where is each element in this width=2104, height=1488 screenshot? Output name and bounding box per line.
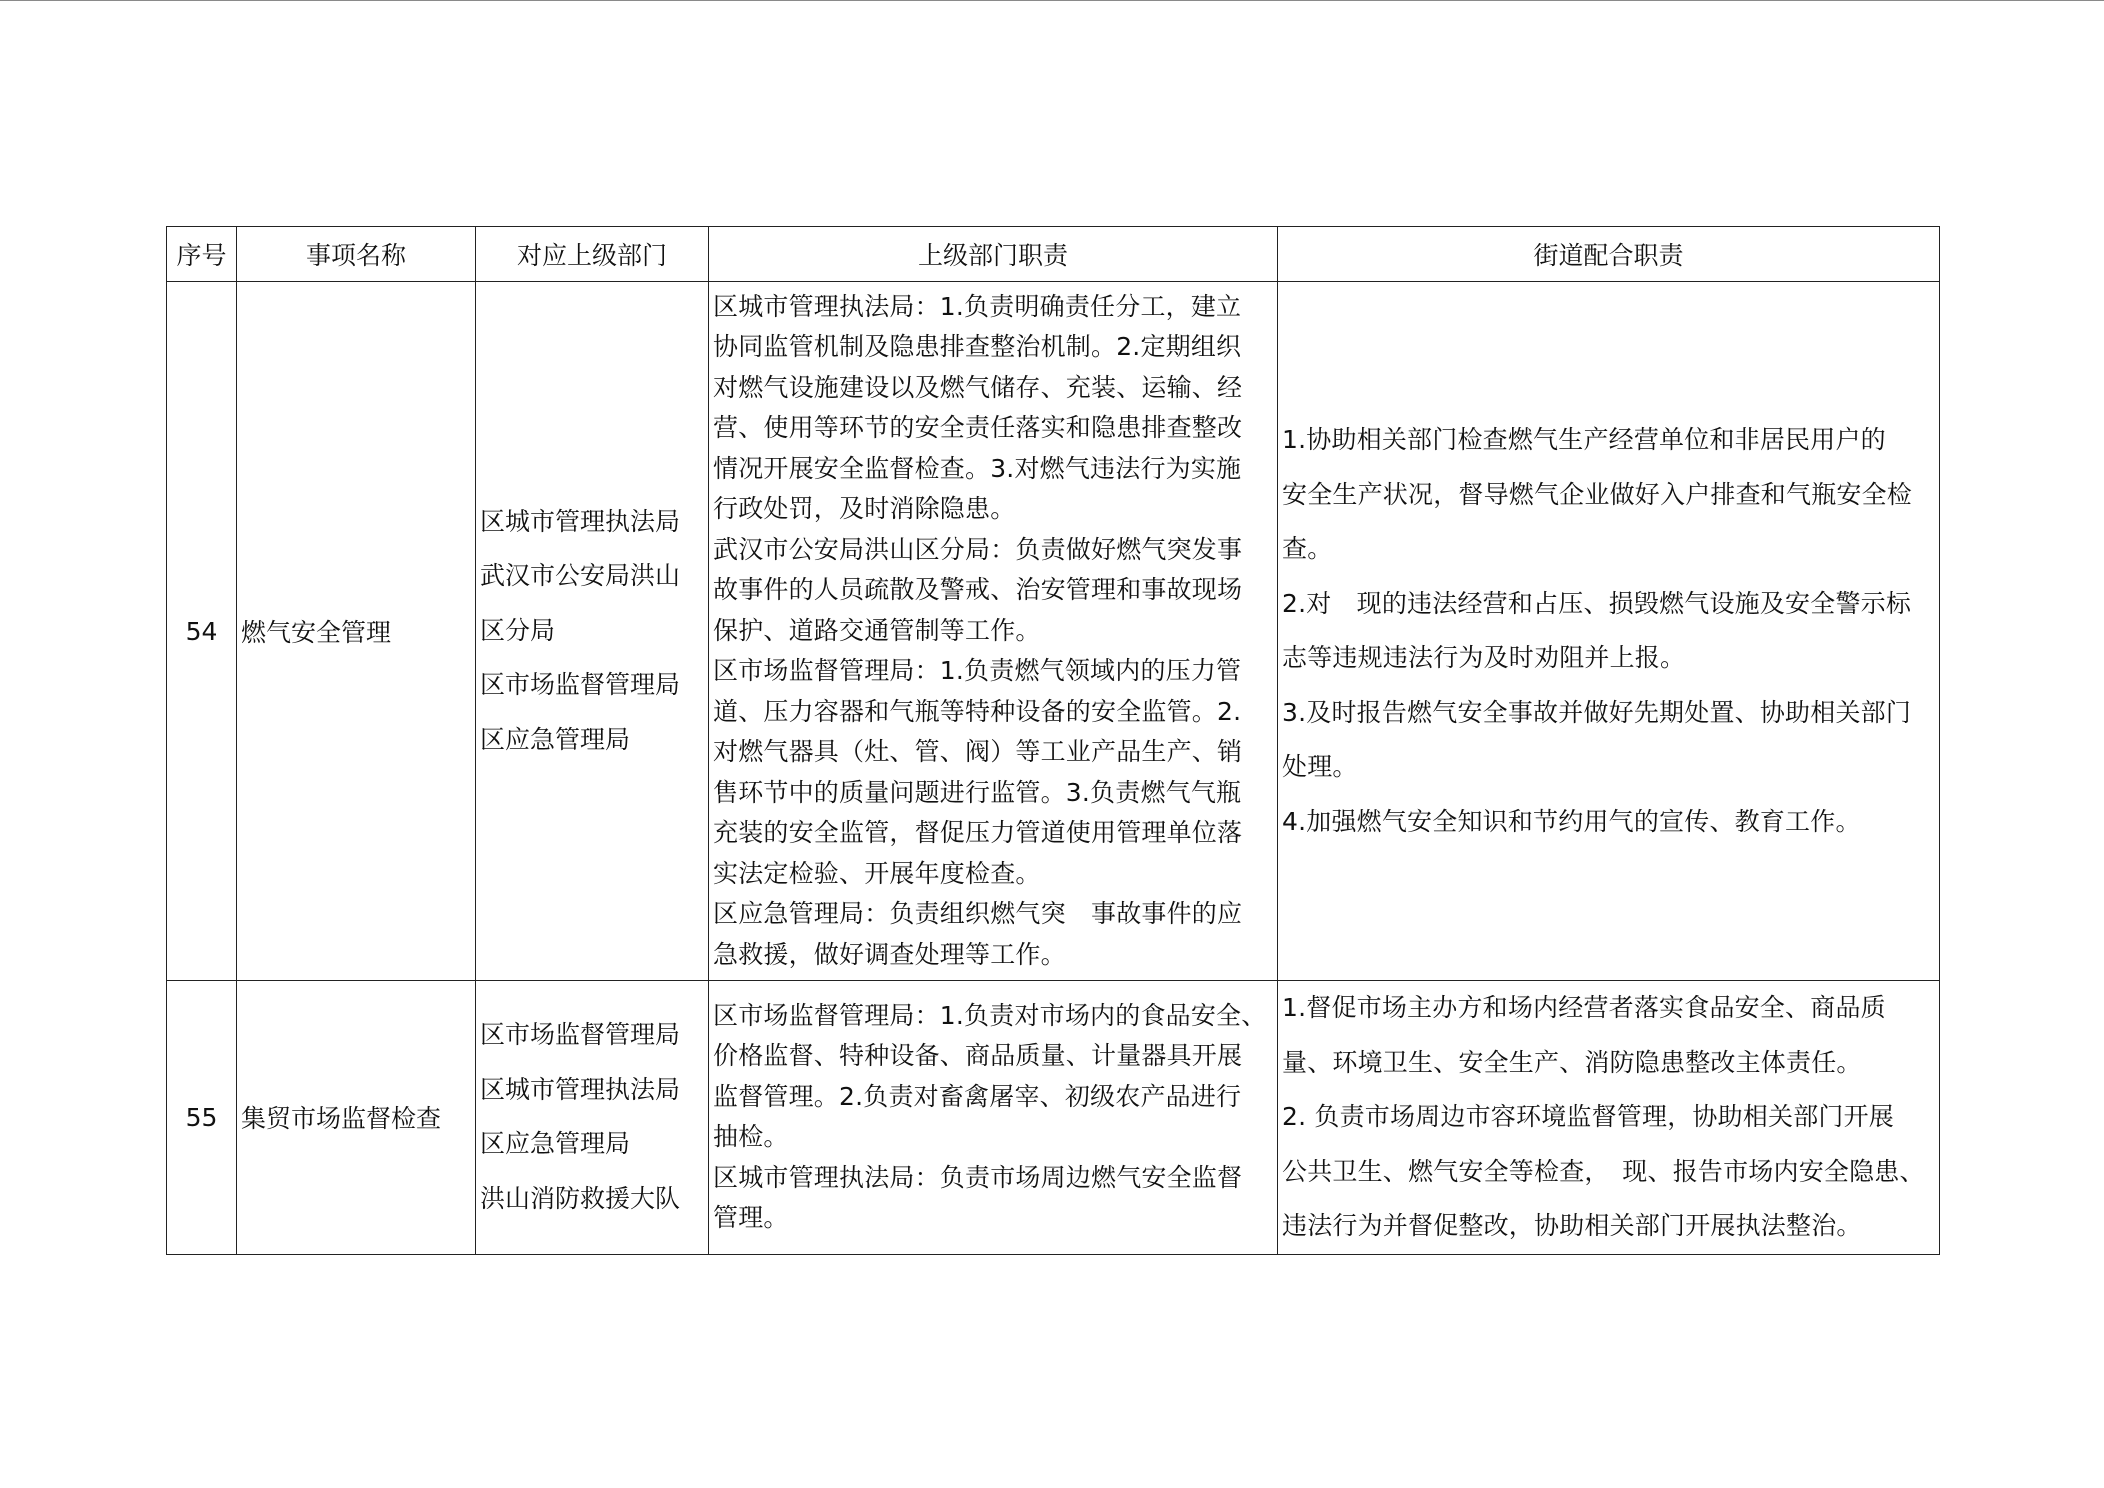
upper-duty-line: 急救援，做好调查处理等工作。 <box>713 939 1066 969</box>
table-row <box>167 981 1940 1255</box>
upper-duty-line: 区城市管理执法局：负责市场周边燃气安全监督 <box>713 1162 1243 1192</box>
street-duty-line: 1.督促市场主办方和场内经营者落实食品安全、商品质 <box>1282 993 1886 1022</box>
street-duty-line: 违法行为并督促整改，协助相关部门开展执法整治。 <box>1282 1211 1862 1240</box>
street-duty-line: 1.协助相关部门检查燃气生产经营单位和非居民用户的 <box>1282 425 1886 454</box>
upper-duty-line: 营、使用等环节的安全责任落实和隐患排查整改 <box>713 413 1243 443</box>
upper-dept-line: 区应急管理局 <box>480 1129 631 1159</box>
upper-duty-line: 实法定检验、开展年度检查。 <box>713 858 1041 888</box>
upper-duty-line: 道、压力容器和气瓶等特种设备的安全监管。2. <box>713 696 1242 726</box>
upper-dept-line: 区城市管理执法局 <box>480 506 681 536</box>
upper-duty-line: 武汉市公安局洪山区分局：负责做好燃气突发事 <box>713 534 1243 564</box>
street-duty-line: 3.及时报告燃气安全事故并做好先期处置、协助相关部门 <box>1282 697 1912 727</box>
row-upper-depts <box>476 981 709 1255</box>
upper-dept-line: 区城市管理执法局 <box>480 1074 681 1104</box>
upper-dept-line: 区市场监督管理局 <box>480 1020 681 1050</box>
street-duty-line: 志等违规违法行为及时劝阻并上报。 <box>1282 643 1686 672</box>
upper-duty-line: 对燃气设施建设以及燃气储存、充装、运输、经 <box>713 372 1243 402</box>
upper-duty-line: 区市场监督管理局：1.负责燃气领域内的压力管 <box>713 656 1242 686</box>
upper-duty-line: 抽检。 <box>713 1122 789 1152</box>
street-duty-line: 公共卫生、燃气安全等检查， 现、报告市场内安全隐患、 <box>1282 1156 1925 1186</box>
row-upper-duty <box>709 981 1278 1255</box>
upper-duty-line: 监督管理。2.负责对畜禽屠宰、初级农产品进行 <box>713 1081 1242 1111</box>
street-duty-line: 2. 负责市场周边市容环境监督管理，协助相关部门开展 <box>1282 1102 1895 1131</box>
street-duty-line: 量、环境卫生、安全生产、消防隐患整改主体责任。 <box>1282 1047 1862 1077</box>
row-seq: 55 <box>167 981 237 1255</box>
upper-dept-line: 区应急管理局 <box>480 724 631 754</box>
street-duty-line: 2.对 现的违法经营和占压、损毁燃气设施及安全警示标 <box>1282 588 1912 618</box>
table-row <box>167 282 1940 981</box>
header-upper-dept: 对应上级部门 <box>476 227 709 282</box>
upper-dept-line: 武汉市公安局洪山 <box>480 561 681 591</box>
row-upper-depts <box>476 282 709 981</box>
upper-dept-line: 区市场监督管理局 <box>480 670 681 700</box>
upper-duty-line: 管理。 <box>713 1203 789 1233</box>
row-upper-duty <box>709 282 1278 981</box>
page-top-border <box>0 0 2104 1</box>
row-seq: 54 <box>167 282 237 981</box>
upper-duty-line: 行政处罚，及时消除隐患。 <box>713 494 1016 524</box>
row-item-name: 集贸市场监督检查 <box>237 981 476 1255</box>
row-item-name: 燃气安全管理 <box>237 282 476 981</box>
header-seq: 序号 <box>167 227 237 282</box>
upper-duty-line: 区城市管理执法局：1.负责明确责任分工，建立 <box>713 291 1242 321</box>
table-header-row <box>167 227 1940 282</box>
row-street-duty <box>1278 282 1940 981</box>
upper-duty-line: 区应急管理局：负责组织燃气突 事故事件的应 <box>713 899 1243 929</box>
upper-dept-line: 区分局 <box>480 615 556 645</box>
upper-duty-line: 充装的安全监管，督促压力管道使用管理单位落 <box>713 818 1243 848</box>
street-duty-line: 查。 <box>1282 534 1333 563</box>
upper-duty-line: 保护、道路交通管制等工作。 <box>713 615 1041 645</box>
upper-duty-line: 故事件的人员疏散及警戒、治安管理和事故现场 <box>713 575 1243 605</box>
upper-duty-line: 价格监督、特种设备、商品质量、计量器具开展 <box>713 1041 1243 1071</box>
street-duty-line: 4.加强燃气安全知识和节约用气的宣传、教育工作。 <box>1282 806 1861 836</box>
header-item-name: 事项名称 <box>237 227 476 282</box>
street-duty-line: 处理。 <box>1282 752 1358 781</box>
street-duty-line: 安全生产状况，督导燃气企业做好入户排查和气瓶安全检 <box>1282 479 1913 509</box>
duty-table <box>166 226 1940 1255</box>
upper-dept-line: 洪山消防救援大队 <box>480 1183 681 1213</box>
upper-duty-line: 对燃气器具（灶、管、阀）等工业产品生产、销 <box>713 737 1243 767</box>
header-street-duty: 街道配合职责 <box>1278 227 1940 282</box>
row-street-duty <box>1278 981 1940 1255</box>
upper-duty-line: 情况开展安全监督检查。3.对燃气违法行为实施 <box>713 453 1242 483</box>
upper-duty-line: 协同监管机制及隐患排查整治机制。2.定期组织 <box>713 332 1242 362</box>
upper-duty-line: 售环节中的质量问题进行监管。3.负责燃气气瓶 <box>713 777 1242 807</box>
header-upper-duty: 上级部门职责 <box>709 227 1278 282</box>
upper-duty-line: 区市场监督管理局：1.负责对市场内的食品安全、 <box>713 1000 1267 1030</box>
